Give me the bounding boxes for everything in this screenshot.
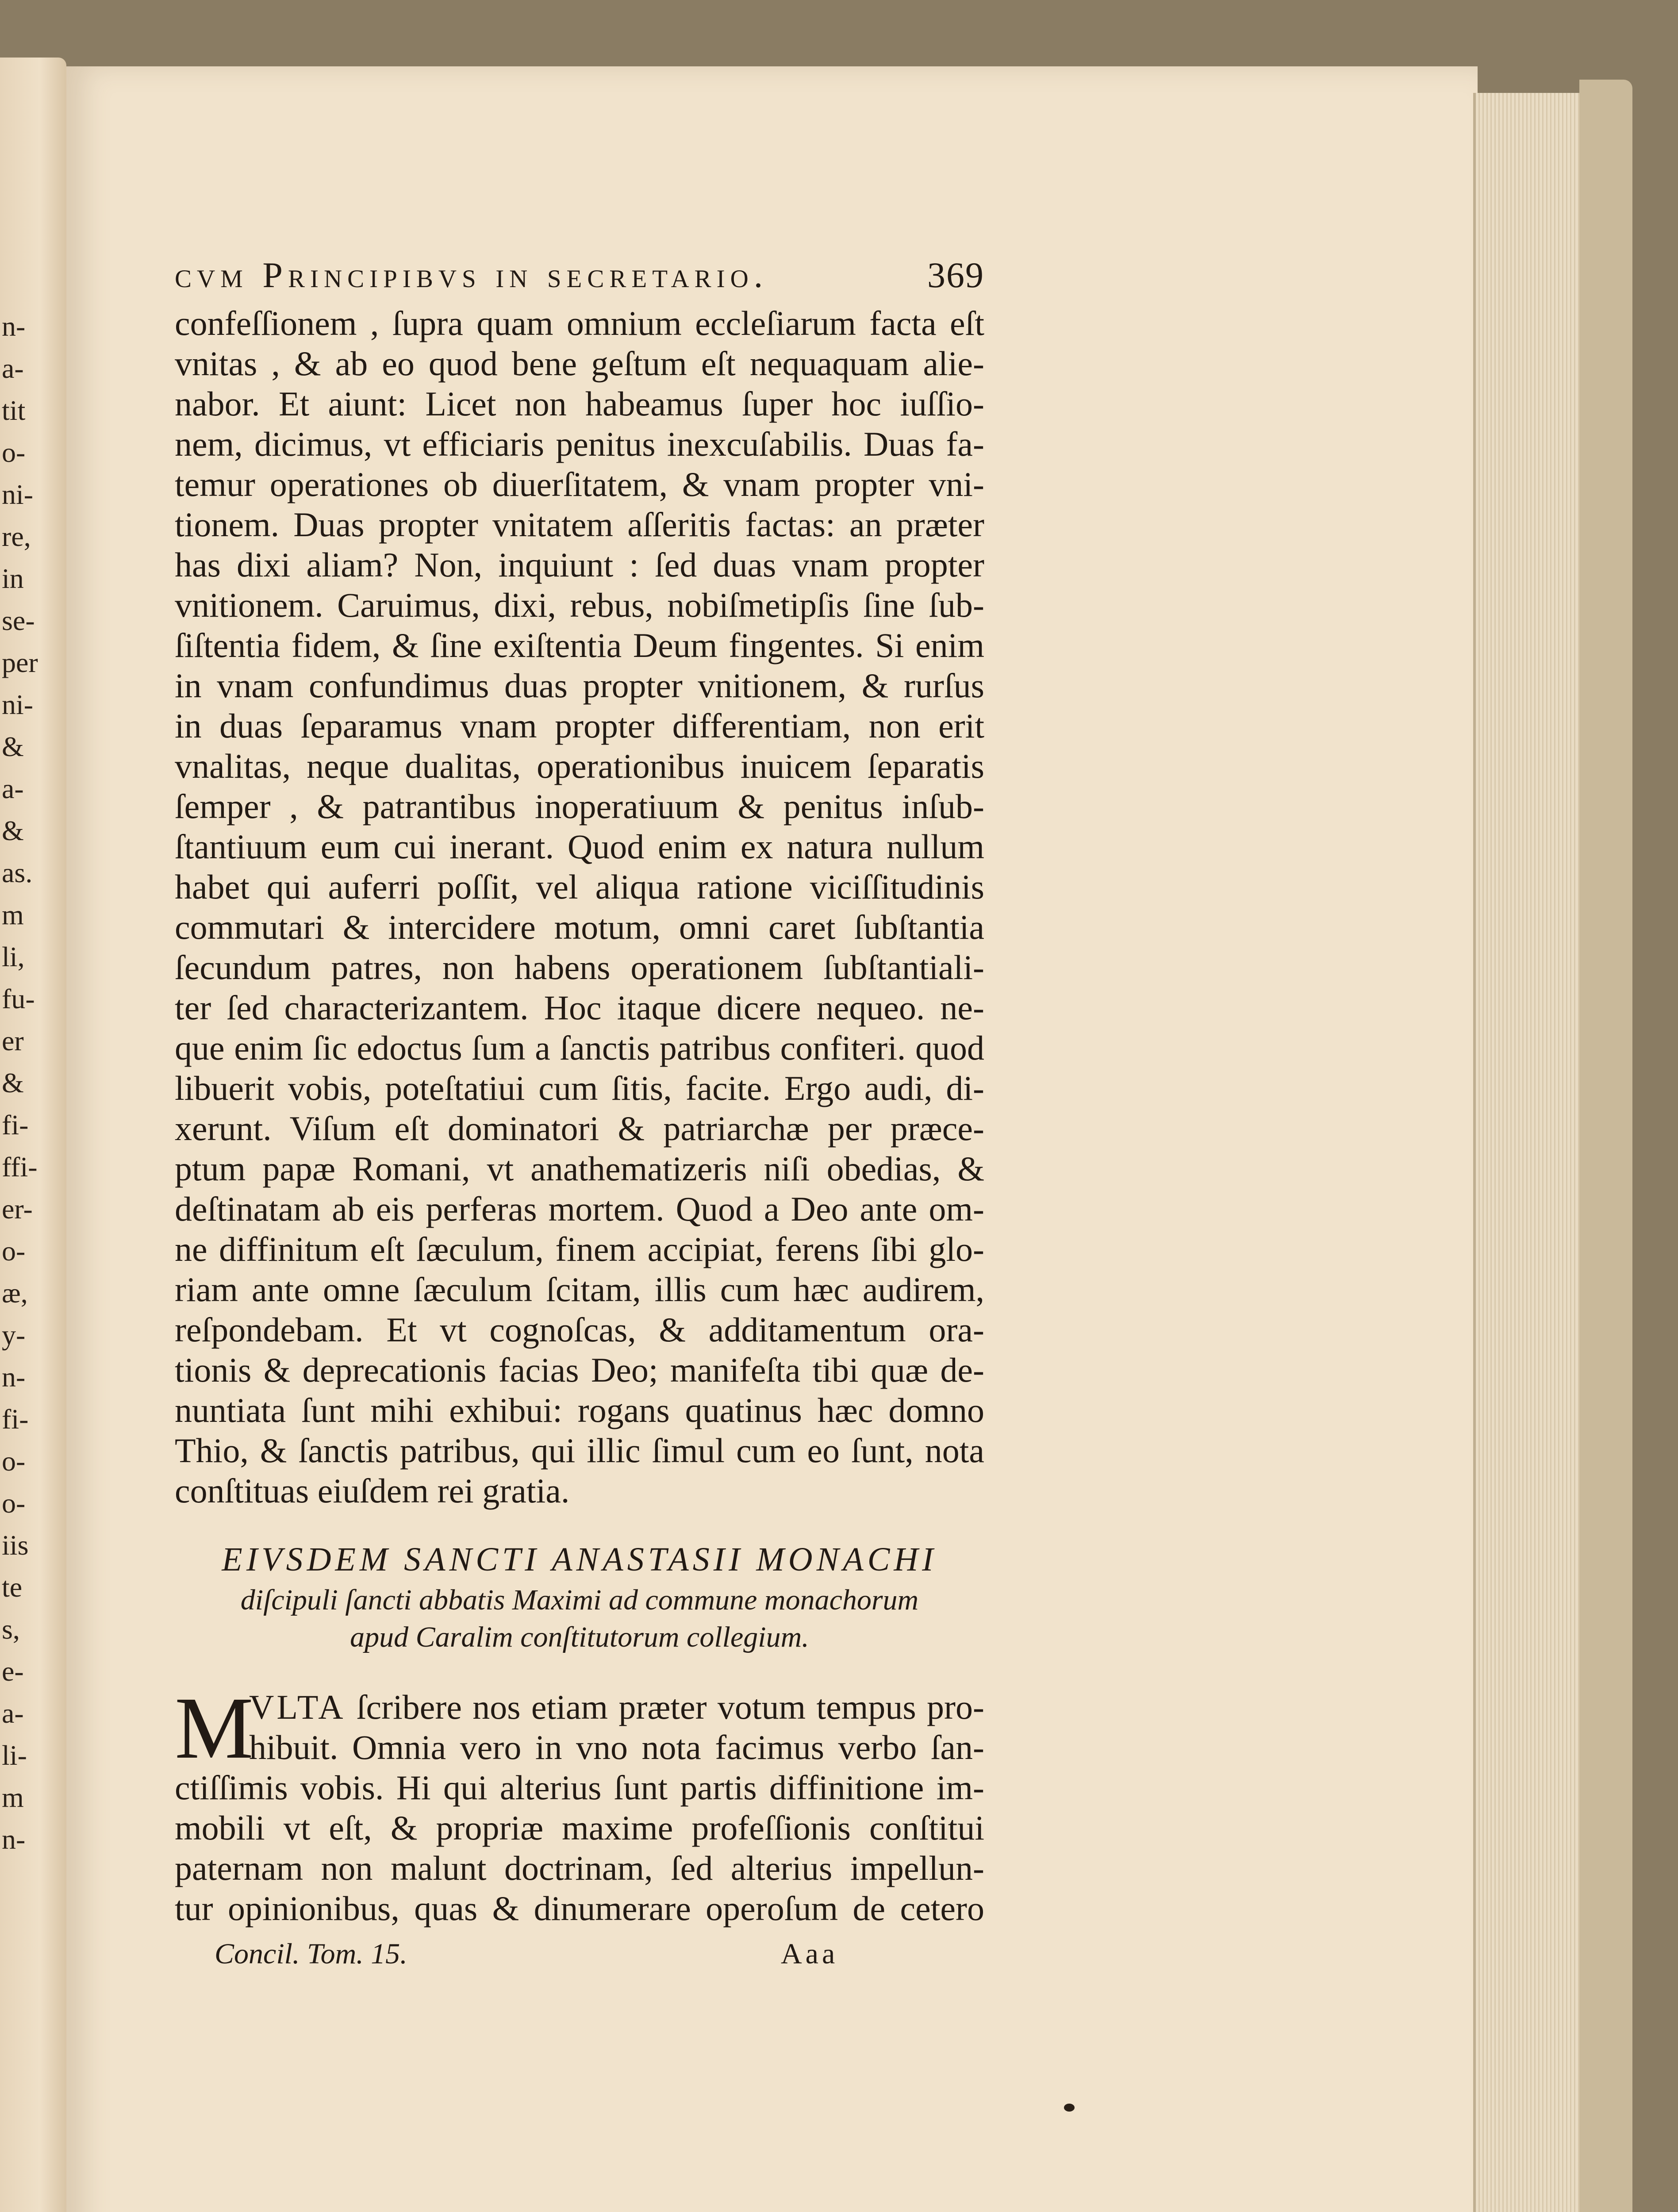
page-footer (175, 1937, 984, 1977)
left-facing-page (0, 58, 66, 2212)
left-fragment: tit (2, 395, 26, 426)
left-fragment: n- (2, 1824, 26, 1855)
left-fragment: te (2, 1571, 23, 1603)
left-fragment: as. (2, 857, 33, 888)
body-text (175, 303, 984, 1511)
left-fragment: a- (2, 353, 24, 384)
text-line: tur opinionibus, quas & dinumerare operoſum de cetero (175, 1889, 984, 1928)
text-line: ter ſed characterizantem. Hoc itaque dicere nequeo. ne- (175, 988, 984, 1027)
heading-line: apud Caralim conſtitutorum collegium. (350, 1621, 809, 1653)
text-line: riam ante omne ſæculum ſcitam, illis cum hæc audirem, (175, 1270, 984, 1309)
left-fragment: n- (2, 1361, 26, 1393)
signature-mark: Aaa (781, 1938, 839, 1970)
text-line: tionis & deprecationis facias Deo; manifeſta tibi quæ de- (175, 1351, 984, 1389)
drop-cap: M (175, 1679, 253, 1777)
text-line: in duas ſeparamus vnam propter differentiam, non erit (175, 707, 984, 745)
running-head (175, 254, 984, 303)
text-line: vnitionem. Caruimus, dixi, rebus, nobiſmetipſis ſine ſub- (175, 586, 984, 624)
text-line: ſemper , & patrantibus inoperatiuum & penitus inſub- (175, 787, 984, 826)
text-line: reſpondebam. Et vt cognoſcas, & additamentum ora- (175, 1310, 984, 1349)
left-fragment: y- (2, 1319, 26, 1351)
text-line: ſiſtentia fidem, & ſine exiſtentia Deum fingentes. Si enim (175, 626, 984, 664)
left-fragment: fu- (2, 983, 35, 1014)
text-line: ptum papæ Romani, vt anathematizeris niſi obedias, & (175, 1149, 984, 1188)
left-fragment: o- (2, 1235, 26, 1267)
left-fragment: & (2, 1067, 24, 1098)
left-fragment: s, (2, 1613, 20, 1645)
left-fragment: ffi- (2, 1151, 38, 1183)
left-fragment: ni- (2, 479, 34, 510)
page-block-edges (1473, 93, 1582, 2212)
text-line: xerunt. Viſum eſt dominatori & patriarchæ per præce- (175, 1109, 984, 1148)
left-fragment: se- (2, 605, 35, 636)
line-text: ſcribere nos etiam præter votum tempus pro- (356, 1688, 984, 1726)
text-line: in vnam confundimus duas propter vnitionem, & rurſus (175, 666, 984, 705)
left-fragment: in (2, 563, 24, 594)
left-fragment: a- (2, 773, 24, 804)
text-line: nem, dicimus, vt efficiaris penitus inexcuſabilis. Duas fa- (175, 425, 984, 463)
section-text (175, 1679, 984, 1928)
left-fragment: o- (2, 1445, 26, 1477)
section-heading (175, 1537, 984, 1656)
binding-edge (1579, 80, 1632, 2212)
heading-line: diſcipuli ſancti abbatis Maximi ad commune monachorum (240, 1584, 919, 1616)
left-fragment: m (2, 899, 24, 930)
left-fragment: ni- (2, 689, 34, 720)
text-line: ctiſſimis vobis. Hi qui alterius ſunt partis diffinitione im- (175, 1768, 984, 1807)
text-line: nabor. Et aiunt: Licet non habeamus ſuper hoc iuſſio- (175, 384, 984, 423)
left-fragment: o- (2, 1487, 26, 1519)
text-line: hibuit. Omnia vero in vno nota facimus verbo ſan- (249, 1728, 984, 1767)
left-fragment: fi- (2, 1109, 29, 1141)
page-number: 369 (927, 255, 984, 295)
section-body (175, 1679, 984, 1928)
text-line: habet qui auferri poſſit, vel aliqua ratione viciſſitudinis (175, 868, 984, 906)
left-fragment: iis (2, 1529, 29, 1561)
text-line: has dixi aliam? Non, inquiunt : ſed duas vnam propter (175, 545, 984, 584)
text-line: ſtantiuum eum cui inerant. Quod enim ex natura nullum (175, 827, 984, 866)
running-title: cvm Principibvs in secretario. (175, 255, 768, 295)
left-fragment: æ, (2, 1277, 28, 1309)
left-fragment: e- (2, 1655, 24, 1687)
left-fragment: er- (2, 1193, 33, 1225)
text-line: confeſſionem , ſupra quam omnium eccleſiarum facta eſt (175, 304, 984, 342)
text-line: Thio, & ſanctis patribus, qui illic ſimul cum eo ſunt, nota (175, 1431, 984, 1470)
text-line: ſecundum patres, non habens operationem ſubſtantiali- (175, 948, 984, 987)
left-page-text-fragments (2, 305, 64, 1860)
left-fragment: er (2, 1025, 24, 1056)
left-fragment: a- (2, 1697, 24, 1729)
text-line: que enim ſic edoctus ſum a ſanctis patribus confiteri. quod (175, 1029, 984, 1067)
left-fragment: o- (2, 437, 26, 468)
left-fragment: & (2, 731, 24, 762)
text-line: vnitas , & ab eo quod bene geſtum eſt nequaquam alie- (175, 344, 984, 383)
left-fragment: & (2, 815, 24, 846)
left-fragment: li, (2, 941, 25, 972)
ink-speck (1064, 2104, 1075, 2112)
left-fragment: li- (2, 1740, 27, 1771)
text-line: vnalitas, neque dualitas, operationibus inuicem ſeparatis (175, 747, 984, 785)
left-fragment: n- (2, 311, 26, 342)
first-word-small-caps: VLTA (249, 1688, 346, 1726)
left-fragment: re, (2, 521, 31, 552)
text-line: paternam non malunt doctrinam, ſed alterius impellun- (175, 1849, 984, 1887)
text-line: deſtinatam ab eis perferas mortem. Quod a Deo ante om- (175, 1190, 984, 1228)
text-block (175, 254, 984, 1977)
text-line: temur operationes ob diuerſitatem, & vnam propter vni- (175, 465, 984, 503)
text-line: mobili vt eſt, & propriæ maxime profeſſionis conſtitui (175, 1809, 984, 1847)
text-line (175, 1687, 984, 1727)
text-line: tionem. Duas propter vnitatem aſſeritis factas: an præter (175, 505, 984, 544)
text-line: conſtituas eiuſdem rei gratia. (175, 1471, 570, 1510)
left-fragment: fi- (2, 1403, 29, 1435)
left-fragment: m (2, 1782, 24, 1813)
left-fragment: per (2, 647, 38, 678)
text-line: libuerit vobis, poteſtatiui cum ſitis, facite. Ergo audi, di- (175, 1069, 984, 1107)
heading-line: EIVSDEM SANCTI ANASTASII MONACHI (222, 1541, 937, 1578)
text-line: commutari & intercidere motum, omni caret ſubſtantia (175, 908, 984, 946)
footer-note: Concil. Tom. 15. (215, 1938, 407, 1970)
text-line: ne diffinitum eſt ſæculum, finem accipiat, ferens ſibi glo- (175, 1230, 984, 1268)
text-line: nuntiata ſunt mihi exhibui: rogans quatinus hæc domno (175, 1391, 984, 1429)
